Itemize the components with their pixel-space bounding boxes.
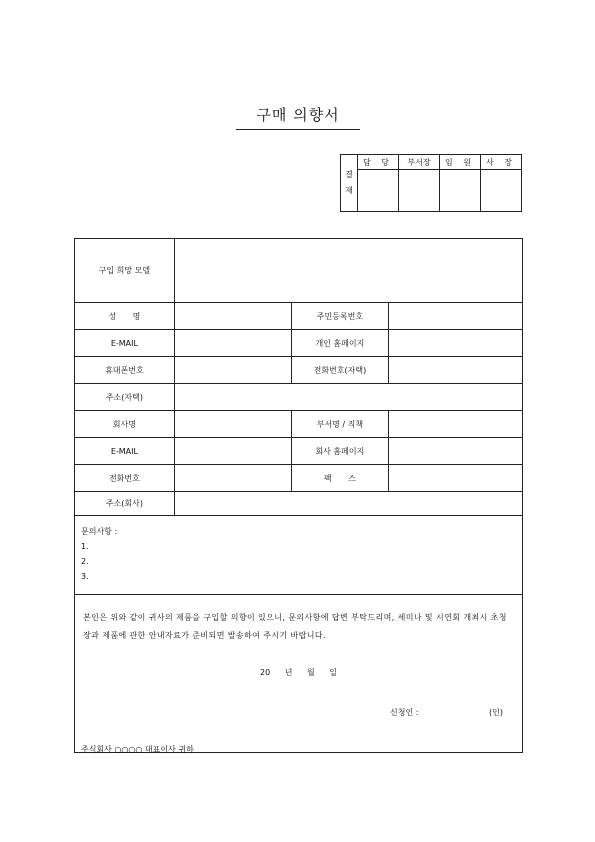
page-title: 구매 의향서 [236, 104, 360, 130]
approval-sign-executive[interactable] [440, 170, 481, 212]
personal-homepage-field[interactable] [389, 330, 523, 357]
company-address-label: 주소(회사) [75, 492, 175, 516]
company-email-label: E-MAIL [75, 438, 175, 465]
consent-section [75, 595, 523, 753]
department-position-field[interactable] [389, 411, 523, 438]
company-homepage-label: 회사 홈페이지 [291, 438, 389, 465]
consent-date: 20 년 월 일 [260, 668, 337, 677]
fax-field[interactable] [389, 465, 523, 492]
inquiry-item-2: 2. [81, 557, 89, 566]
approval-label-char-1: 결 [345, 170, 353, 179]
company-phone-field[interactable] [174, 465, 291, 492]
personal-homepage-label: 개인 홈페이지 [291, 330, 389, 357]
applicant-label: 신청인 : [390, 708, 419, 717]
approval-header-executive: 임 원 [440, 155, 481, 170]
company-email-field[interactable] [174, 438, 291, 465]
seal-mark: (인) [489, 708, 503, 717]
approval-sign-president[interactable] [481, 170, 522, 212]
approval-label-char-2: 재 [345, 186, 353, 195]
recipient-line: 주식회사 ○○○○ 대표이사 귀하 [81, 745, 194, 754]
email-field[interactable] [174, 330, 291, 357]
home-phone-label: 전화번호(자택) [291, 357, 389, 384]
home-address-field[interactable] [174, 384, 522, 411]
company-name-label: 회사명 [75, 411, 175, 438]
email-label: E-MAIL [75, 330, 175, 357]
mobile-label: 휴대폰번호 [75, 357, 175, 384]
approval-header-dept-head: 부서장 [399, 155, 440, 170]
name-label: 성 명 [75, 303, 175, 330]
home-phone-field[interactable] [389, 357, 523, 384]
approval-sign-dept-head[interactable] [399, 170, 440, 212]
purchase-form [74, 238, 523, 753]
approval-label [341, 155, 358, 212]
inquiry-item-1: 1. [81, 542, 89, 551]
company-address-field[interactable] [174, 492, 522, 516]
product-field[interactable] [174, 239, 522, 303]
fax-label: 팩 스 [291, 465, 389, 492]
inquiry-item-3: 3. [81, 572, 89, 581]
approval-sign-staff[interactable] [358, 170, 399, 212]
mobile-field[interactable] [174, 357, 291, 384]
consent-paragraph: 본인은 위와 같이 귀사의 제품을 구입할 의향이 있으니, 문의사항에 답변 부탁드리며, 세미나 및 시연회 개최시 초청장과 제품에 관한 안내자료가 준비되면 발송하여 주시기 바랍니다. [83, 613, 507, 640]
inquiry-section[interactable] [75, 516, 523, 595]
name-field[interactable] [174, 303, 291, 330]
company-phone-label: 전화번호 [75, 465, 175, 492]
company-homepage-field[interactable] [389, 438, 523, 465]
approval-box [340, 154, 522, 212]
approval-header-president: 사 장 [481, 155, 522, 170]
company-name-field[interactable] [174, 411, 291, 438]
approval-header-staff: 담 당 [358, 155, 399, 170]
resident-number-label: 주민등록번호 [291, 303, 389, 330]
home-address-label: 주소(자택) [75, 384, 175, 411]
product-label: 구입 희망 모델 [75, 239, 175, 303]
inquiry-title: 문의사항 : [81, 527, 118, 536]
department-position-label: 부서명 / 직책 [291, 411, 389, 438]
resident-number-field[interactable] [389, 303, 523, 330]
